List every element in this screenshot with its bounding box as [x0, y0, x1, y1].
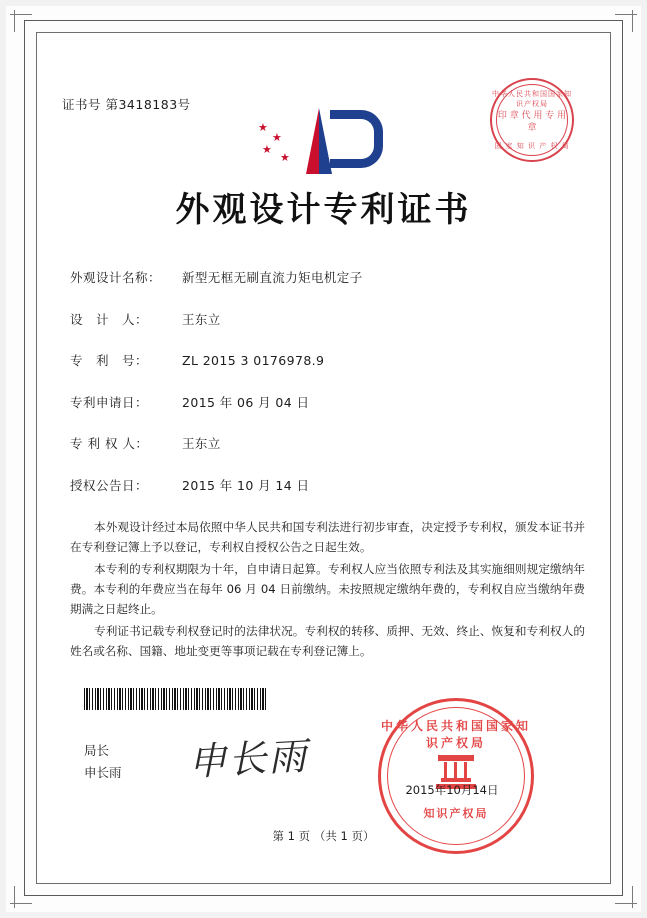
corner-tick-tr-v [632, 10, 633, 32]
handwritten-signature: 申长雨 [187, 733, 310, 785]
field-application-date [70, 393, 587, 411]
field-list [70, 268, 587, 517]
director-name: 申长雨 [84, 765, 122, 780]
stars-icon: ★ ★ ★ ★ [258, 121, 290, 164]
legal-paragraph-2: 本专利的专利权期限为十年，自申请日起算。专利权人应当依照专利法及其实施细则规定缴纳年费。本专利的年费应当在每年 06 月 04 日前缴纳。未按照规定缴纳年费的，专利权自应当缴纳年费期满之日起终止。 [70, 561, 585, 616]
corner-tick-tl-v [14, 10, 15, 32]
page-title: 外观设计专利证书 [175, 190, 472, 230]
office-seal-top-mid: 印 章 代 用 专 用 章 [497, 111, 567, 133]
field-patentee [70, 434, 587, 452]
field-patent-number [70, 351, 587, 369]
office-seal-top-bottom: 国 家 知 识 产 权 局 [494, 142, 570, 150]
page-number: 第 1 页 （共 1 页） [272, 829, 375, 843]
field-designer [70, 310, 587, 328]
field-value: 2015 年 06 月 04 日 [182, 394, 310, 410]
national-seal-top-text: 中华人民共和国国家知识产权局 [381, 719, 532, 750]
field-label: 设 计 人： [70, 311, 149, 327]
field-value: 新型无框无刷直流力矩电机定子 [182, 270, 363, 285]
corner-tick-br-v [632, 886, 633, 908]
monument-icon [306, 108, 332, 174]
field-value: 2015 年 10 月 14 日 [182, 477, 310, 493]
field-design-name [70, 268, 587, 286]
legal-paragraph-1: 本外观设计经过本局依照中华人民共和国专利法进行初步审查，决定授予专利权，颁发本证书并在专利登记簿上予以登记，专利权自授权公告之日起生效。 [70, 520, 585, 554]
director-title: 局长 [84, 743, 110, 758]
field-label: 专利申请日： [70, 394, 149, 410]
field-value: ZL 2015 3 0176978.9 [182, 353, 325, 368]
field-grant-date [70, 476, 587, 494]
legal-paragraph-3: 专利证书记载专利权登记时的法律状况。专利权的转移、质押、无效、终止、恢复和专利权人的姓名或名称、国籍、地址变更等事项记载在专利登记簿上。 [70, 623, 585, 658]
field-value: 王东立 [182, 311, 221, 327]
corner-tick-bl-v [14, 886, 15, 908]
certificate-number: 证书号 第3418183号 [62, 97, 191, 112]
field-label: 外观设计名称： [70, 270, 162, 285]
office-seal-top-arc: 中华人民共和国国家知识产权局 [492, 90, 572, 108]
barcode [84, 688, 266, 710]
field-value: 王东立 [182, 436, 221, 451]
p-letter-icon [330, 110, 383, 168]
national-seal-bottom-text: 知识产权局 [423, 807, 489, 820]
field-label: 授权公告日： [70, 477, 149, 493]
field-label: 专 利 号： [70, 353, 149, 368]
corner-tick-tr-h [615, 14, 637, 15]
legal-body-text [70, 518, 585, 664]
seal-date: 2015年10月14日 [405, 783, 499, 797]
corner-tick-br-h [615, 903, 637, 904]
signature-block [84, 740, 122, 784]
office-seal-top [490, 78, 574, 162]
sipo-logo [258, 108, 378, 174]
field-label: 专 利 权 人： [70, 436, 149, 451]
